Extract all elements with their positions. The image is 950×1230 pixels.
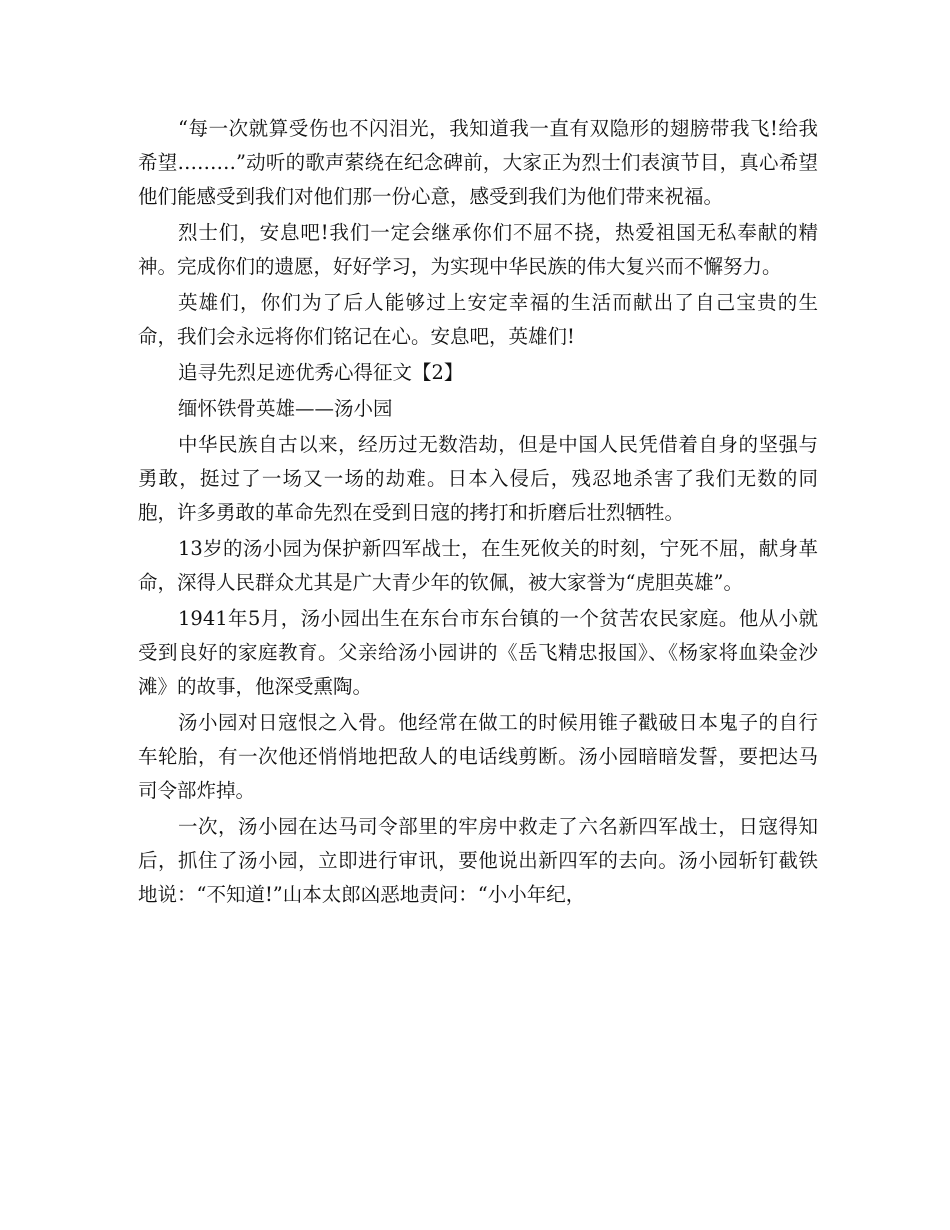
paragraph-hatred: 汤小园对日寇恨之入骨。他经常在做工的时候用锥子戳破日本鬼子的自行车轮胎，有一次他还悄悄地把敌人的电话线剪断。汤小园暗暗发誓，要把达马司令部炸掉。 — [138, 711, 818, 802]
paragraph-hero-intro: 13岁的汤小园为保护新四军战士，在生死攸关的时刻，宁死不屈，献身革命，深得人民群众尤其是广大青少年的钦佩，被大家誉为“虎胆英雄”。 — [138, 537, 818, 594]
paragraph-rescue: 一次，汤小园在达马司令部里的牢房中救走了六名新四军战士，日寇得知后，抓住了汤小园，立即进行审讯，要他说出新四军的去向。汤小园斩钉截铁地说：“不知道!”山本太郎凶恶地责问：“小小年纪， — [138, 815, 818, 906]
paragraph-birth: 1941年5月，汤小园出生在东台市东台镇的一个贫苦农民家庭。他从小就受到良好的家庭教育。父亲给汤小园讲的《岳飞精忠报国》、《杨家将血染金沙滩》的故事，他深受熏陶。 — [138, 607, 818, 698]
paragraph-heroes: 英雄们，你们为了后人能够过上安定幸福的生活而献出了自己宝贵的生命，我们会永远将你们铭记在心。安息吧，英雄们! — [138, 291, 818, 348]
paragraph-martyrs: 烈士们，安息吧!我们一定会继承你们不屈不挠，热爱祖国无私奉献的精神。完成你们的遗愿，好好学习，为实现中华民族的伟大复兴而不懈努力。 — [138, 221, 818, 278]
paragraph-song: “每一次就算受伤也不闪泪光，我知道我一直有双隐形的翅膀带我飞!给我希望………”动听的歌声萦绕在纪念碑前，大家正为烈士们表演节目，真心希望他们能感受到我们对他们那一份心意，感受到我们为他们带来祝福。 — [138, 117, 818, 208]
document-body — [138, 112, 818, 914]
paragraph-history: 中华民族自古以来，经历过无数浩劫，但是中国人民凭借着自身的坚强与勇敢，挺过了一场又一场的劫难。日本入侵后，残忍地杀害了我们无数的同胞，许多勇敢的革命先烈在受到日寇的拷打和折磨后壮烈牺牲。 — [138, 433, 818, 524]
section-title: 追寻先烈足迹优秀心得征文【2】 — [178, 361, 464, 384]
article-title: 缅怀铁骨英雄——汤小园 — [178, 397, 393, 420]
